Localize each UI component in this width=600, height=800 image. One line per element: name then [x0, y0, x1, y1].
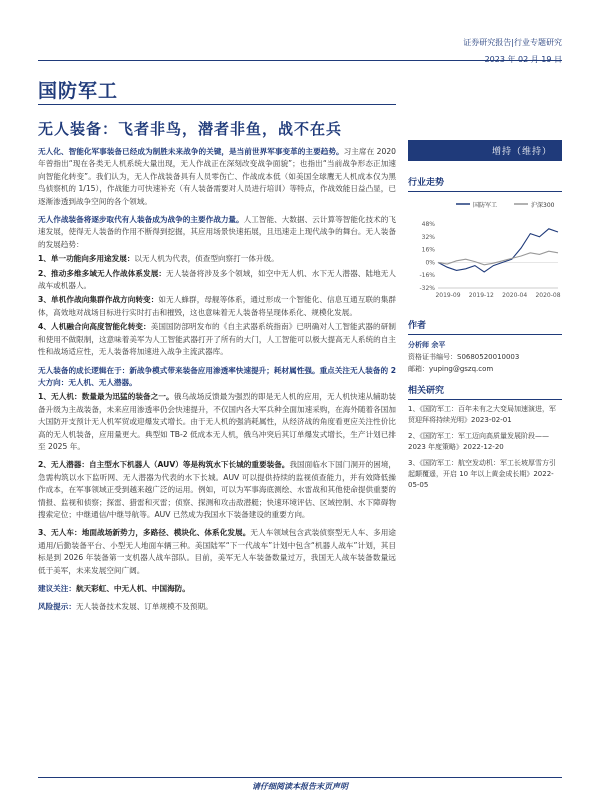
para-trend-2: 2、推动多维多域无人作战体系发展：无人装备将涉及多个领域，如空中无人机、水下无人潜器、陆地无人战车或机器人。	[38, 268, 396, 291]
author-license: 资格证书编号：S0680520010003	[408, 353, 520, 361]
para-trend-4: 4、人机融合向高度智能化转变：美国国防部明发布的《自主武器系统指南》已明确对人工智能武器的研制和使用不做限制，这意味着美军为人工智能武器打开了所有的大门，人工智能可以极大提高无人系统的自主性和战场适应性，无人装备将加速进入战争主流武器库。	[38, 322, 396, 357]
related-item[interactable]: 2、《国防军工：军工迈向高质量发展阶段——2023 年度策略》2022-12-20	[408, 432, 549, 451]
y-tick-label: 16%	[421, 246, 435, 254]
x-tick-label: 2020-04	[502, 292, 528, 299]
footer-divider	[38, 777, 562, 778]
y-tick-label: -16%	[419, 272, 435, 280]
summary-body	[38, 146, 396, 620]
author-info	[408, 339, 562, 375]
trend-title: 行业走势	[408, 175, 562, 192]
author-title: 作者	[408, 318, 562, 335]
series-line	[438, 229, 558, 272]
related-list	[408, 404, 562, 491]
rating-badge: 增持（维持）	[408, 140, 562, 161]
header-divider	[38, 60, 562, 61]
x-tick-label: 2019-09	[435, 292, 461, 299]
para-uav: 1、无人机：数量最为迅猛的装备之一。俄乌战场反馈最为强烈的即是无人机的应用，无人机快速从辅助装备升级为主战装备，未来应用渗透率仍会快速提升，不仅国内各大军兵种全面加速采购，在海外随着各国加大国防开支预计无人机军贸或迎爆发式增长。由于无人机的强消耗属性，从经济战的角度看更应关注性价比高的无人机装备，应用量更大。典型如 TB-2 低成本无人机，俄乌冲突后其订单爆发式增长，生产计划已排至 2025 年。	[38, 392, 396, 451]
series-line	[438, 251, 558, 265]
related-title: 相关研究	[408, 383, 562, 400]
y-tick-label: 32%	[421, 233, 435, 241]
related-item[interactable]: 3、《国防军工：航空发动机：军工长坡厚雪方引起颠覆遥，开启 10 年以上黄金成长期》2022-05-05	[408, 459, 556, 489]
para-ugv: 3、无人车：地面战场新势力，多路径、模块化、体系化发展。无人车领域包含武装侦察型无人车、多用途通用/后勤装备平台、小型无人地面车辆三种。美国陆军“下一代战车”计划中包含“机器人战车”计划，其目标是到 2026 年装备第一支机器人战车部队。目前，美军无人车装备数量过万，我国无人战车装备数量远低于美军，未来发展空间广阔。	[38, 528, 397, 575]
para-logic: 无人装备的成长逻辑在于：新战争模式带来装备应用渗透率快速提升；耗材属性强。重点关注无人装备的 2 大方向：无人机、无人潜器。	[38, 365, 396, 387]
sector-name: 国防军工	[38, 80, 119, 102]
x-tick-label: 2020-08	[535, 292, 561, 299]
para-risk: 风险提示：无人装备技术发展、订单规模不及预期。	[38, 602, 213, 612]
author-name: 分析师 余平	[408, 341, 446, 349]
y-tick-label: -32%	[419, 285, 435, 292]
para-trend-3: 3、单机作战向集群作战方向转变：如无人蜂群，母舰等体系，通过形成一个智能化、信息互通互联的集群体，高效地对战场目标进行实时打击和摧毁，这也意味着无人装备将呈现体系化、规模化发展。	[38, 295, 396, 317]
trend-chart	[408, 196, 562, 308]
para-intro: 无人化、智能化军事装备已经成为制胜未来战争的关键，是当前世界军事变革的主要趋势。习主席在 2020 年曾指出“现在各类无人机系统大量出现，无人作战正在深刻改变战争面貌”；也指出“当前战争形态正加速向智能化转变”。我们认为，无人作战装备具有人员零伤亡、作战成本低（如美国全球鹰无人机成本仅为黑鸟侦察机的 1/15），作战能力可快速补充（有人装备需要对人员进行培训）等特点，作战效能日益凸显，已逐渐渗透到战争空间的各个领域。	[38, 147, 396, 206]
y-tick-label: 0%	[425, 259, 435, 267]
para-trend: 无人作战装备将逐步取代有人装备成为战争的主要作战力量。人工智能、大数据、云计算等智能化技术的飞速发展，使得无人装备的作用不断得到挖掘，其应用场景快速拓展，且迅速走上现代战争的舞台。无人装备的发展趋势：	[38, 215, 396, 249]
legend-label: 沪深300	[531, 202, 555, 209]
y-tick-label: 48%	[421, 221, 435, 228]
author-email: 邮箱：yuping@gszq.com	[408, 365, 494, 373]
x-tick-label: 2019-12	[468, 292, 494, 299]
report-header	[463, 34, 562, 68]
related-item[interactable]: 1、《国防军工：百年未有之大变局加速演进，军贸迎拜将持续光明》2023-02-01	[408, 405, 556, 424]
para-trend-1: 1、单一功能向多用途发展：以无人机为代表，侦查型向察打一体升级。	[38, 254, 279, 264]
report-date: 2023 年 02 月 19 日	[484, 55, 562, 64]
sidebar	[408, 140, 562, 496]
report-title: 无人装备：飞者非鸟，潜者非鱼，战不在兵	[38, 120, 343, 138]
footer-disclaimer: 请仔细阅读本报告末页声明	[252, 782, 348, 791]
legend-label: 国防军工	[473, 202, 498, 209]
para-auv: 2、无人潜器：自主型水下机器人（AUV）等是构筑水下长城的重要装备。我国面临水下国门洞开的困境，急需构筑以水下监听网、无人潜器为代表的水下长城。AUV 可以提供持续的监视侦查能力，并有效降低操作成本，在军事领域正受到越来越广泛的运用。例如，可以为军事海底测绘、水雷战和其他使命提供重要的情报、监视和侦察；探雷、猎雷和灭雷；侦察、探测和攻击敌潜艇；快速环境评估、区域控制、水下障碍物搜索定位；中继通信/中继导航等。AUV 已然成为我国水下装备建设的重要方向。	[38, 460, 397, 519]
para-recommend: 建议关注：航天彩虹、中无人机、中国海防。	[38, 584, 190, 593]
trend-chart-svg	[408, 196, 562, 308]
sector-divider	[38, 104, 396, 105]
report-type: 证券研究报告|行业专题研究	[463, 38, 562, 47]
